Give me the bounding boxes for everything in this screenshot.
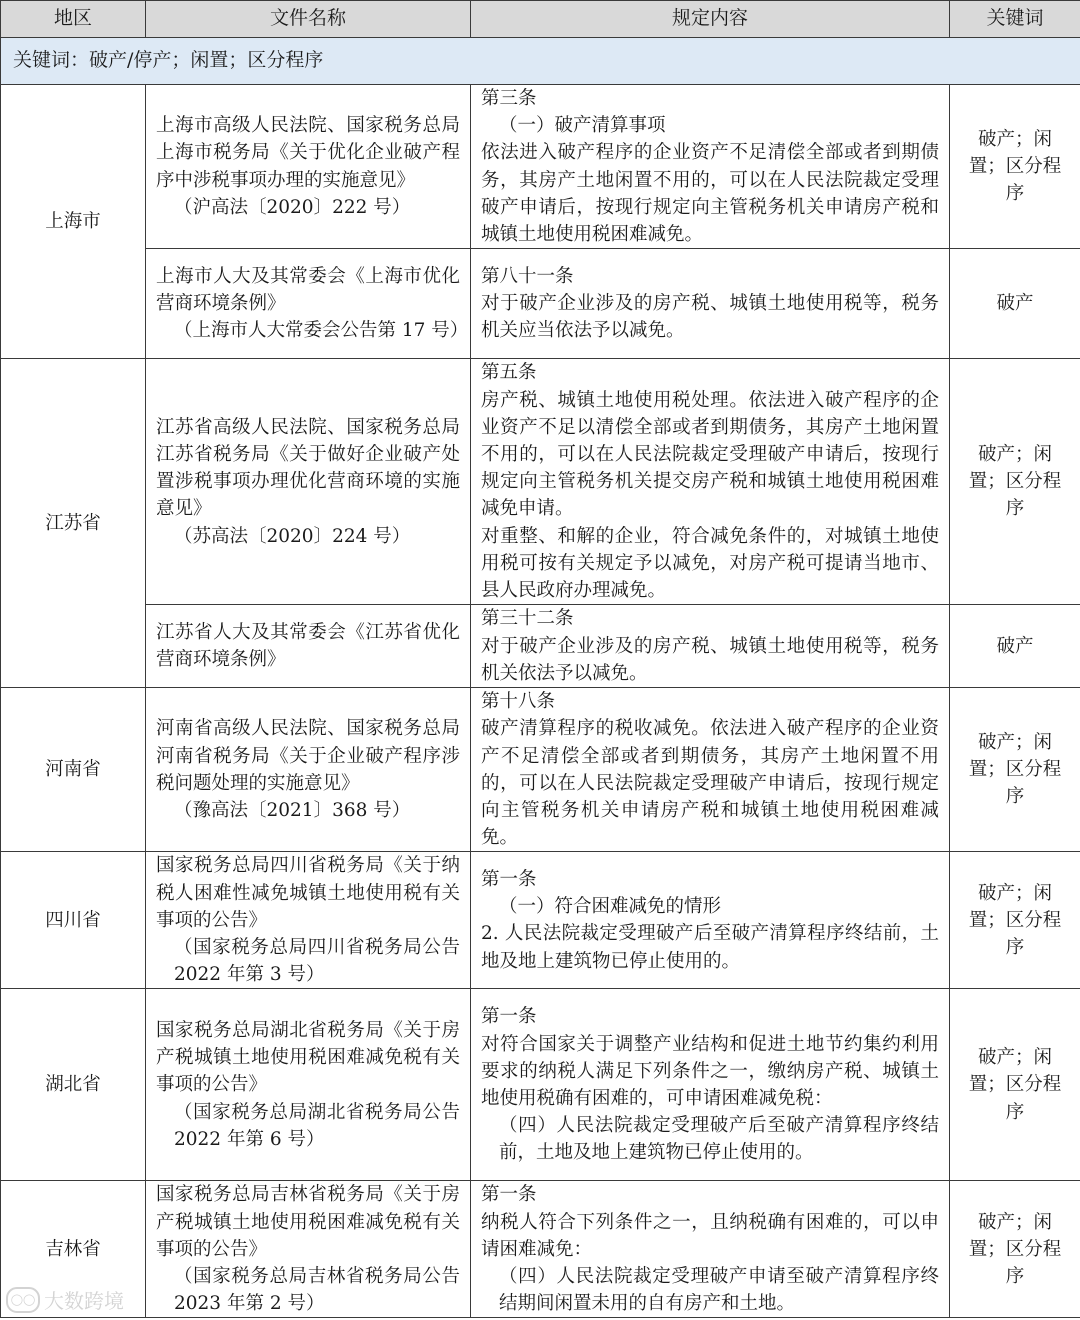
watermark-logo-icon: ◯◯ — [6, 1287, 40, 1313]
content-line: 破产清算程序的税收减免。依法进入破产程序的企业资产不足清偿全部或者到期债务，其房产土地闲置不用的，可以在人民法院裁定受理破产申请后，按现行规定向主管税务机关申请房产税和城镇土地使用税困难减免。 — [481, 718, 939, 849]
table-row — [1, 605, 1080, 688]
article-number: 第一条 — [481, 1006, 537, 1028]
table-row — [1, 852, 1080, 989]
article-number: 第八十一条 — [481, 265, 574, 287]
file-name: 上海市人大及其常委会《上海市优化营商环境条例》 — [156, 265, 460, 315]
content-line: 对于破产企业涉及的房产税、城镇土地使用税等，税务机关依法予以减免。 — [481, 635, 939, 684]
content-line: （四）人民法院裁定受理破产后至破产清算程序终结前，土地及地上建筑物已停止使用的。 — [499, 1115, 939, 1164]
file-name-cell — [146, 249, 471, 359]
content-cell — [471, 605, 950, 688]
watermark — [6, 1285, 124, 1314]
keyword-cell: 破产 — [950, 605, 1080, 688]
keyword-cell: 破产；闲置；区分程序 — [950, 359, 1080, 605]
table-row — [1, 989, 1080, 1181]
keyword-cell: 破产 — [950, 249, 1080, 359]
table-row — [1, 359, 1080, 605]
file-name-cell — [146, 852, 471, 989]
content-line: （一）符合困难减免的情形 — [499, 896, 722, 918]
file-name: 江苏省人大及其常委会《江苏省优化营商环境条例》 — [156, 622, 460, 671]
article-number: 第十八条 — [481, 691, 556, 713]
region-cell: 湖北省 — [1, 989, 146, 1181]
file-name-cell — [146, 85, 471, 249]
region-cell: 江苏省 — [1, 359, 146, 688]
watermark-text: 大数跨境 — [44, 1289, 124, 1313]
content-line: 2. 人民法院裁定受理破产后至破产清算程序终结前，土地及地上建筑物已停止使用的。 — [481, 923, 939, 972]
content-line: （一）破产清算事项 — [499, 115, 666, 137]
file-code: （沪高法〔2020〕222 号） — [174, 196, 411, 218]
header-region: 地区 — [1, 1, 146, 38]
region-cell: 河南省 — [1, 688, 146, 852]
header-row — [1, 1, 1080, 38]
keyword-cell: 破产；闲置；区分程序 — [950, 688, 1080, 852]
keyword-cell: 破产；闲置；区分程序 — [950, 852, 1080, 989]
content-line: 纳税人符合下列条件之一，且纳税确有困难的，可以申请困难减免： — [481, 1211, 939, 1260]
keyword-banner-row — [1, 38, 1080, 85]
file-name: 国家税务总局四川省税务局《关于纳税人困难性减免城镇土地使用税有关事项的公告》 — [156, 855, 460, 931]
content-cell — [471, 85, 950, 249]
file-code: （国家税务总局湖北省税务局公告 2022 年第 6 号） — [174, 1101, 460, 1150]
content-line: 对重整、和解的企业，符合减免条件的，对城镇土地使用税可按有关规定予以减免，对房产税可提请当地市、县人民政府办理减免。 — [481, 525, 939, 601]
table-row — [1, 249, 1080, 359]
article-number: 第三条 — [481, 88, 537, 109]
file-name: 上海市高级人民法院、国家税务总局上海市税务局《关于优化企业破产程序中涉税事项办理的实施意见》 — [156, 115, 460, 191]
content-cell — [471, 852, 950, 989]
content-cell — [471, 359, 950, 605]
file-name-cell — [146, 605, 471, 688]
keyword-cell: 破产；闲置；区分程序 — [950, 85, 1080, 249]
article-number: 第三十二条 — [481, 608, 574, 630]
content-line: 对符合国家关于调整产业结构和促进土地节约集约利用要求的纳税人满足下列条件之一，缴纳房产税、城镇土地使用税确有困难的，可申请困难减免税： — [481, 1033, 939, 1109]
keyword-cell: 破产；闲置；区分程序 — [950, 1181, 1080, 1318]
keyword-cell: 破产；闲置；区分程序 — [950, 989, 1080, 1181]
content-line: （四）人民法院裁定受理破产申请至破产清算程序终结期间闲置未用的自有房产和土地。 — [499, 1266, 939, 1315]
file-name-cell — [146, 688, 471, 852]
keyword-banner: 关键词：破产/停产；闲置；区分程序 — [1, 38, 1080, 85]
content-cell — [471, 249, 950, 359]
file-name-cell — [146, 1181, 471, 1318]
file-code: （豫高法〔2021〕368 号） — [174, 800, 411, 822]
content-line: 房产税、城镇土地使用税处理。依法进入破产程序的企业资产不足以清偿全部或者到期债务，其房产土地闲置不用的，可以在人民法院裁定受理破产申请后，按现行规定向主管税务机关提交房产税和城镇土地使用税困难减免申请。 — [481, 389, 939, 520]
content-cell — [471, 1181, 950, 1318]
table-row — [1, 688, 1080, 852]
header-keyword: 关键词 — [950, 1, 1080, 38]
file-name-cell — [146, 989, 471, 1181]
file-code: （苏高法〔2020〕224 号） — [174, 525, 411, 547]
region-cell: 上海市 — [1, 85, 146, 359]
file-name-cell — [146, 359, 471, 605]
region-cell: 四川省 — [1, 852, 146, 989]
content-cell — [471, 688, 950, 852]
table-row — [1, 85, 1080, 249]
file-code: （上海市人大常委会公告第 17 号） — [174, 320, 469, 342]
article-number: 第五条 — [481, 362, 537, 384]
region-cell: 吉林省 — [1, 1181, 146, 1318]
content-line: 对于破产企业涉及的房产税、城镇土地使用税等，税务机关应当依法予以减免。 — [481, 293, 939, 342]
header-content: 规定内容 — [471, 1, 950, 38]
file-name: 江苏省高级人民法院、国家税务总局江苏省税务局《关于做好企业破产处置涉税事项办理优化营商环境的实施意见》 — [156, 416, 460, 520]
file-code: （国家税务总局吉林省税务局公告 2023 年第 2 号） — [174, 1266, 460, 1315]
table-row — [1, 1181, 1080, 1318]
file-name: 国家税务总局吉林省税务局《关于房产税城镇土地使用税困难减免税有关事项的公告》 — [156, 1184, 460, 1260]
header-file-name: 文件名称 — [146, 1, 471, 38]
content-line: 依法进入破产程序的企业资产不足清偿全部或者到期债务，其房产土地闲置不用的，可以在人民法院裁定受理破产申请后，按现行规定向主管税务机关申请房产税和城镇土地使用税困难减免。 — [481, 142, 939, 246]
article-number: 第一条 — [481, 1184, 537, 1206]
file-code: （国家税务总局四川省税务局公告 2022 年第 3 号） — [174, 937, 460, 986]
article-number: 第一条 — [481, 869, 537, 891]
file-name: 河南省高级人民法院、国家税务总局河南省税务局《关于企业破产程序涉税问题处理的实施意见》 — [156, 718, 460, 794]
file-name: 国家税务总局湖北省税务局《关于房产税城镇土地使用税困难减免税有关事项的公告》 — [156, 1019, 460, 1096]
content-cell — [471, 989, 950, 1181]
